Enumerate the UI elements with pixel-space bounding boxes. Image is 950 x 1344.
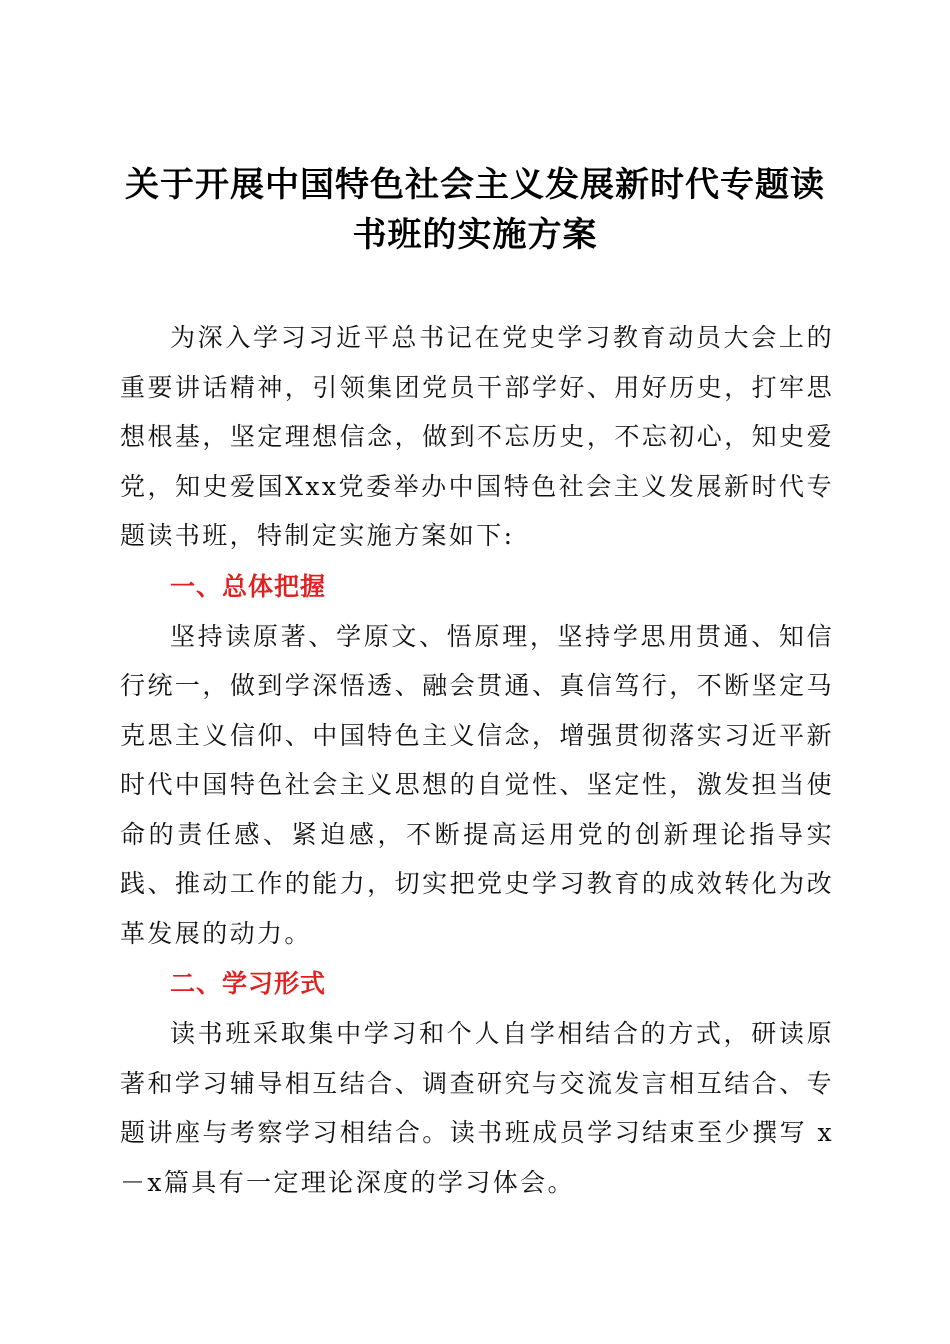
document-title — [100, 160, 850, 260]
section-paragraph-overall: 坚持读原著、学原文、悟原理，坚持学思用贯通、知信行统一，做到学深悟透、融会贯通、真信笃行，不断坚定马克思主义信仰、中国特色主义信念，增强贯彻落实习近平新时代中国特色社会主义思想的自觉性、坚定性，激发担当使命的责任感、紧迫感，不断提高运用党的创新理论指导实践、推动工作的能力，切实把党史学习教育的成效转化为改革发展的动力。 — [120, 621, 834, 948]
intro-paragraph: 为深入学习习近平总书记在党史学习教育动员大会上的重要讲话精神，引领集团党员干部学好、用好历史，打牢思想根基，坚定理想信念，做到不忘历史，不忘初心，知史爱党，知史爱国Xxx党委举办中国特色社会主义发展新时代专题读书班，特制定实施方案如下: — [120, 323, 834, 550]
section-paragraph-format: 读书班采取集中学习和个人自学相结合的方式，研读原著和学习辅导相互结合、调查研究与交流发言相互结合、专题讲座与考察学习相结合。读书班成员学习结束至少撰写 x－x篇具有一定理论深度的学习体会。 — [120, 1019, 834, 1197]
document-title-line-2: 书班的实施方案 — [352, 215, 598, 255]
document-title-line-1: 关于开展中国特色社会主义发展新时代专题读 — [125, 165, 825, 205]
section-heading-format: 二、学习形式 — [170, 969, 327, 998]
section-heading-overall: 一、总体把握 — [170, 571, 327, 601]
document-body — [120, 313, 834, 1207]
